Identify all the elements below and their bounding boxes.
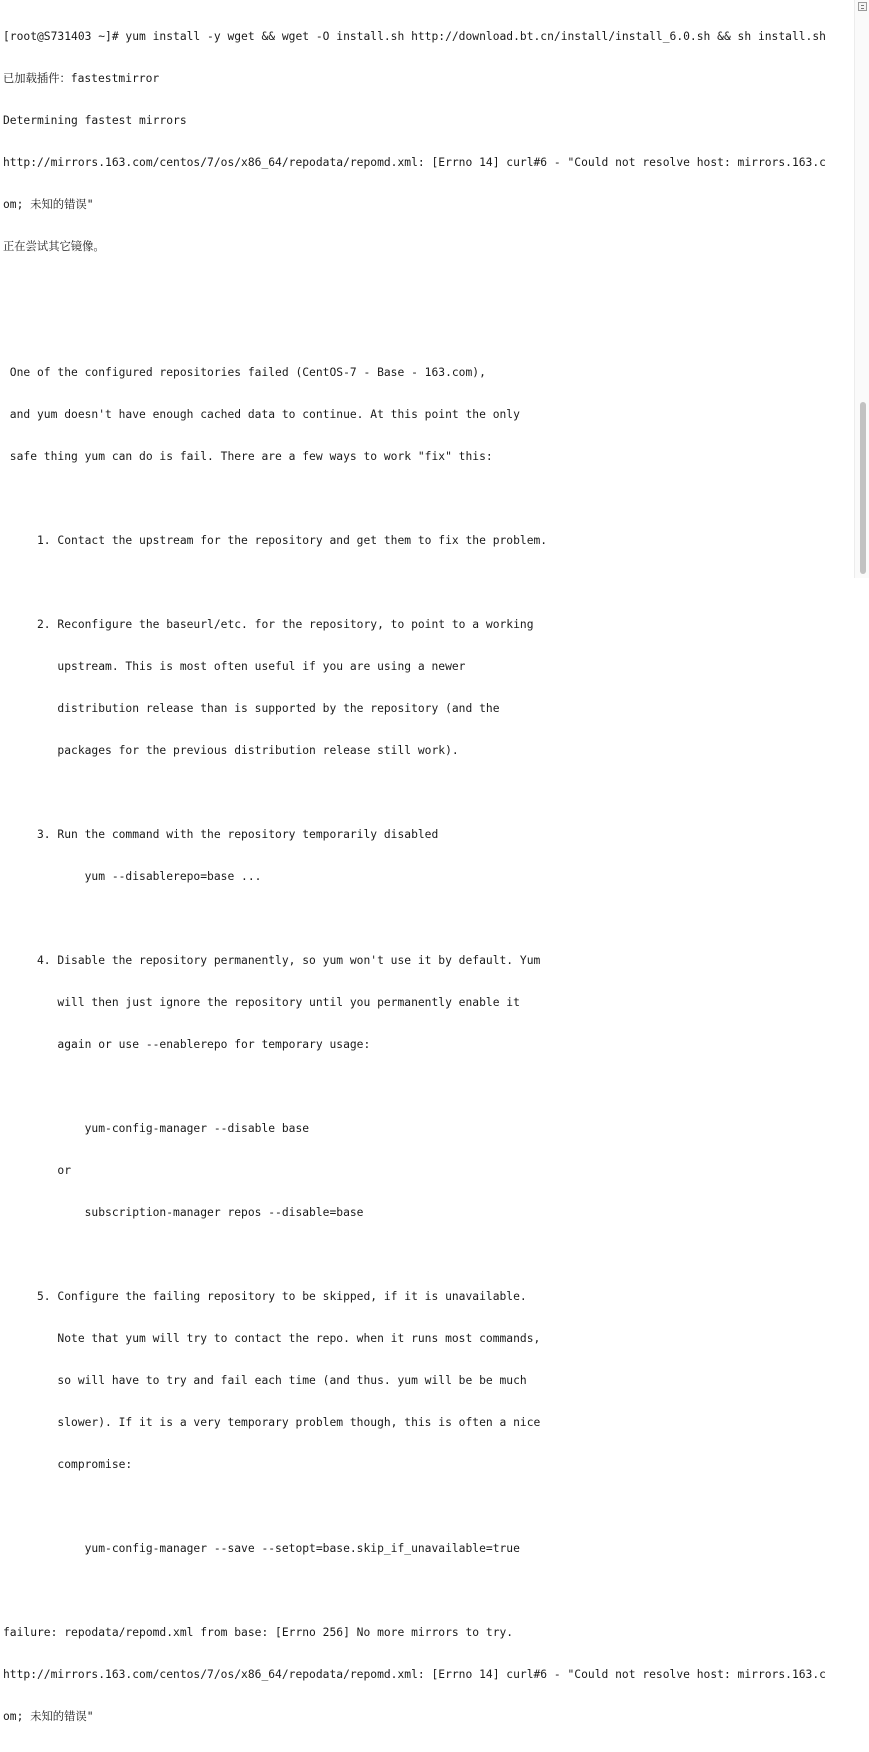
- terminal-line-error: failure: repodata/repomd.xml from base: [Errno 256] No more mirrors to try.: [3, 1626, 514, 1639]
- terminal-line: or: [3, 1164, 72, 1177]
- terminal-line-blank: [3, 1080, 853, 1094]
- terminal-line: 1. Contact the upstream for the repository and get them to fix the problem.: [3, 534, 548, 547]
- terminal-line-blank: [3, 576, 853, 590]
- terminal-line: 2. Reconfigure the baseurl/etc. for the repository, to point to a working: [3, 618, 534, 631]
- terminal-line-blank: [3, 1500, 853, 1514]
- terminal-line: safe thing yum can do is fail. There are a few ways to work "fix" this:: [3, 450, 493, 463]
- terminal-line: slower). If it is a very temporary problem though, this is often a nice: [3, 1416, 541, 1429]
- terminal-line-blank: [3, 282, 853, 296]
- scroll-up-icon[interactable]: [858, 2, 867, 11]
- terminal-line-error: om; 未知的错误": [3, 1710, 94, 1723]
- terminal-line: compromise:: [3, 1458, 133, 1471]
- terminal-line: will then just ignore the repository until you permanently enable it: [3, 996, 520, 1009]
- terminal-line: packages for the previous distribution release still work).: [3, 744, 459, 757]
- terminal-line: subscription-manager repos --disable=base: [3, 1206, 364, 1219]
- terminal-line: Note that yum will try to contact the repo. when it runs most commands,: [3, 1332, 541, 1345]
- terminal-line-command: [root@S731403 ~]# yum install -y wget && wget -O install.sh http://download.bt.cn/install/install_6.0.sh && sh install.sh: [3, 30, 826, 43]
- terminal-line: yum-config-manager --disable base: [3, 1122, 310, 1135]
- terminal-line: 已加载插件：fastestmirror: [3, 72, 160, 85]
- terminal-line: yum-config-manager --save --setopt=base.skip_if_unavailable=true: [3, 1542, 520, 1555]
- terminal-line-blank: [3, 1248, 853, 1262]
- terminal-line: again or use --enablerepo for temporary usage:: [3, 1038, 371, 1051]
- terminal-line-error: http://mirrors.163.com/centos/7/os/x86_64/repodata/repomd.xml: [Errno 14] curl#6 - "Could not resolve host: mirrors.163.c: [3, 1668, 826, 1681]
- terminal-line: distribution release than is supported by the repository (and the: [3, 702, 500, 715]
- terminal-line: yum --disablerepo=base ...: [3, 870, 262, 883]
- terminal-line: One of the configured repositories failed (CentOS-7 - Base - 163.com),: [3, 366, 486, 379]
- terminal-line: 5. Configure the failing repository to be skipped, if it is unavailable.: [3, 1290, 527, 1303]
- terminal-line: 正在尝试其它镜像。: [3, 240, 105, 253]
- scrollbar-thumb[interactable]: [860, 402, 866, 574]
- terminal-line-blank: [3, 492, 853, 506]
- terminal-output[interactable]: [3, 2, 853, 1752]
- terminal-line-error: om; 未知的错误": [3, 198, 94, 211]
- vertical-scrollbar[interactable]: [854, 0, 869, 578]
- terminal-line: 3. Run the command with the repository temporarily disabled: [3, 828, 439, 841]
- terminal-line-blank: [3, 1584, 853, 1598]
- terminal-line: 4. Disable the repository permanently, so yum won't use it by default. Yum: [3, 954, 541, 967]
- terminal-line: and yum doesn't have enough cached data to continue. At this point the only: [3, 408, 520, 421]
- terminal-line: Determining fastest mirrors: [3, 114, 187, 127]
- terminal-line-blank: [3, 324, 853, 338]
- terminal-line: upstream. This is most often useful if you are using a newer: [3, 660, 466, 673]
- terminal-line-blank: [3, 912, 853, 926]
- terminal-line-blank: [3, 786, 853, 800]
- terminal-line: so will have to try and fail each time (and thus. yum will be be much: [3, 1374, 527, 1387]
- terminal-line-error: http://mirrors.163.com/centos/7/os/x86_64/repodata/repomd.xml: [Errno 14] curl#6 - "Could not resolve host: mirrors.163.c: [3, 156, 826, 169]
